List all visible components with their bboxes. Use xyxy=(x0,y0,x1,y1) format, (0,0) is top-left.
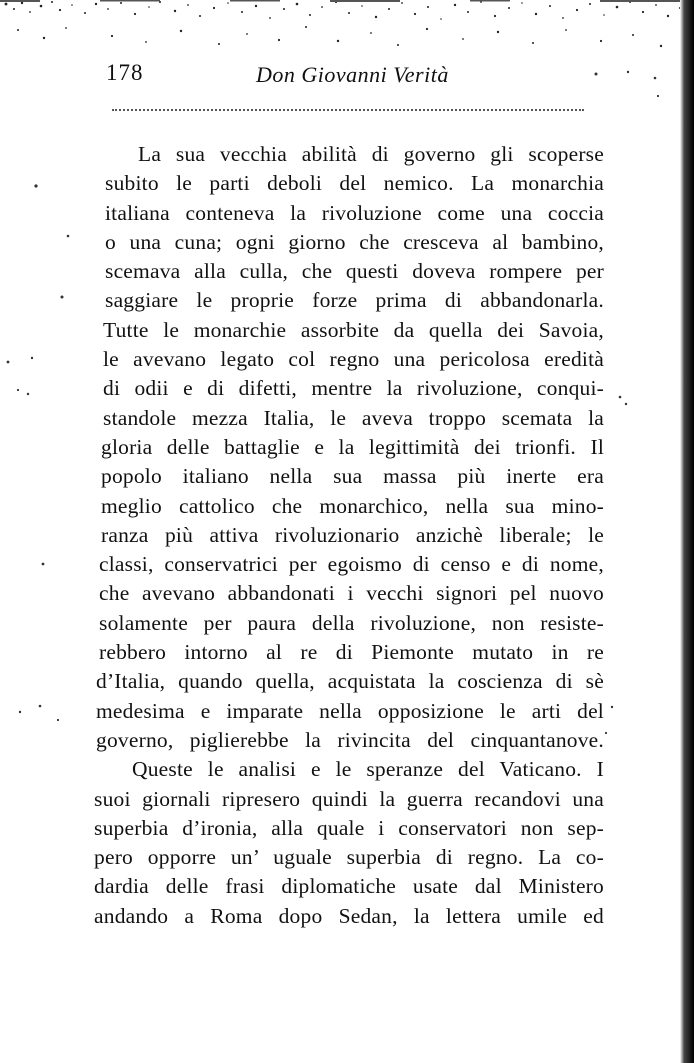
text-line: dardia delle frasi diplomatiche usate dal Ministero xyxy=(94,874,604,899)
text-line: andando a Roma dopo Sedan, la lettera umile ed xyxy=(94,903,604,928)
text-line: di odii e di difetti, mentre la rivoluzione, conqui- xyxy=(103,376,604,401)
text-line: suoi giornali ripresero quindi la guerra recandovi una xyxy=(94,786,604,811)
text-line: La sua vecchia abilità di governo gli scoperse xyxy=(138,142,604,166)
text-line: solamente per paura della rivoluzione, non resiste- xyxy=(99,610,604,635)
text-line: medesima e imparate nella opposizione le arti del xyxy=(96,698,604,723)
page-header xyxy=(106,60,586,96)
text-line: popolo italiano nella sua massa più inerte era xyxy=(101,464,604,489)
header-divider xyxy=(112,109,584,111)
text-line: pero opporre un’ uguale superbia di regno. La co- xyxy=(94,845,604,870)
text-line: saggiare le proprie forze prima di abbandonarla. xyxy=(105,288,604,313)
text-line: subito le parti deboli del nemico. La monarchia xyxy=(105,171,604,196)
text-line: le avevano legato col regno una pericolosa eredità xyxy=(103,347,604,372)
text-line: superbia d’ironia, alla quale i conservatori non sep- xyxy=(94,815,604,840)
text-line: rebbero intorno al re di Piemonte mutato in re xyxy=(99,640,604,665)
text-line: meglio cattolico che monarchico, nella sua mino- xyxy=(101,493,604,518)
running-title: Don Giovanni Verità xyxy=(256,62,449,87)
text-line: italiana conteneva la rivoluzione come una coccia xyxy=(105,200,604,225)
text-line: Tutte le monarchie assorbite da quella dei Savoia, xyxy=(103,317,604,342)
text-line: che avevano abbandonati i vecchi signori pel nuovo xyxy=(99,581,604,606)
text-line: Queste le analisi e le speranze del Vaticano. I xyxy=(132,757,604,782)
text-line: o una cuna; ogni giorno che cresceva al bambino, xyxy=(105,229,604,254)
text-line: ranza più attiva rivoluzionario anzichè liberale; le xyxy=(101,522,604,547)
text-line: governo, piglierebbe la rivincita del cinquantanove. xyxy=(96,727,604,752)
binding-shadow xyxy=(680,0,694,1063)
text-line: gloria delle battaglie e la legittimità dei trionfi. Il xyxy=(101,434,604,459)
page-number: 178 xyxy=(106,60,144,85)
text-line: standole mezza Italia, le aveva troppo scemata la xyxy=(103,405,604,430)
body-text xyxy=(92,140,604,931)
text-line: scemava alla culla, che questi doveva rompere per xyxy=(105,259,604,284)
text-line: d’Italia, quando quella, acquistata la coscienza di sè xyxy=(96,669,604,694)
text-line: classi, conservatrici per egoismo di censo e di nome, xyxy=(99,552,604,577)
